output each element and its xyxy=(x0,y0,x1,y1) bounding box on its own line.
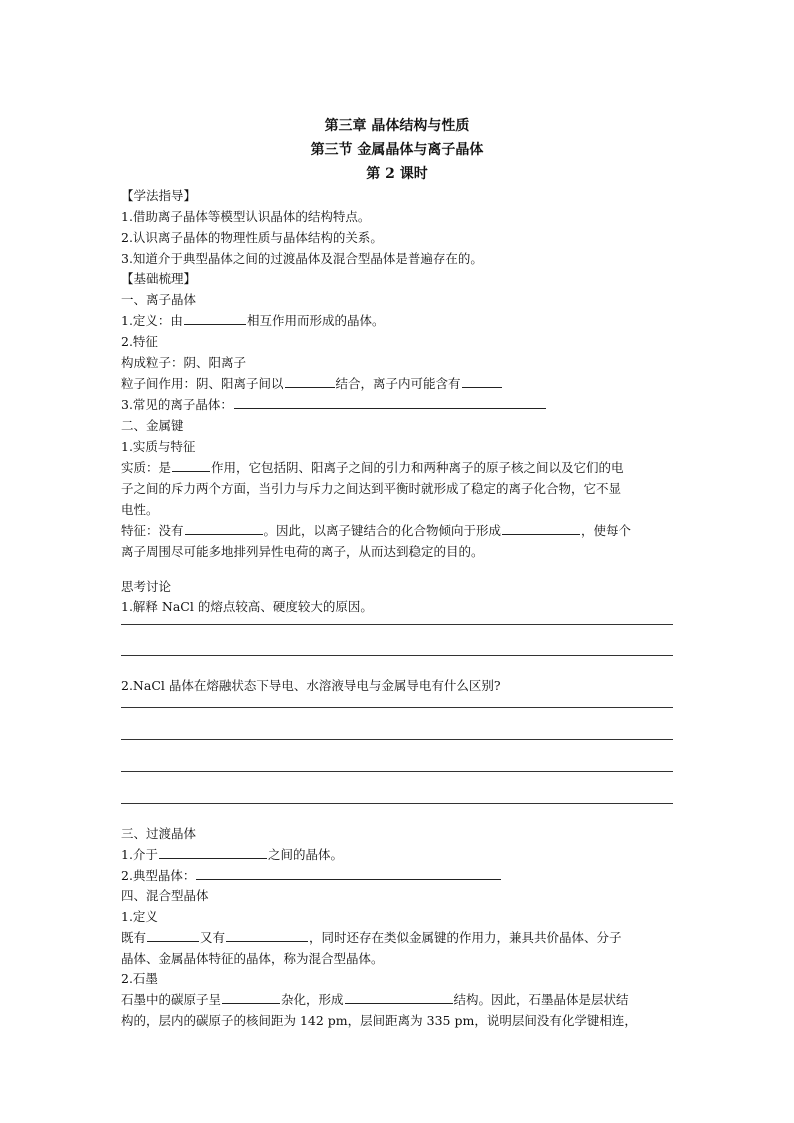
essence-line-2: 子之间的斥力两个方面，当引力与斥力之间达到平衡时就形成了稳定的离子化合物，它不显 xyxy=(121,481,622,496)
transition-item-1 xyxy=(121,846,343,864)
answer-line-q2-2[interactable] xyxy=(121,739,673,740)
feature-middle: 。因此，以离子键结合的化合物倾向于形成 xyxy=(263,523,502,538)
mixed-def-line-2: 晶体、金属晶体特征的晶体，称为混合型晶体。 xyxy=(121,951,384,966)
guide-header: 【学法指导】 xyxy=(121,188,197,203)
answer-line-q2-3[interactable] xyxy=(121,771,673,772)
graphite-b: 杂化，形成 xyxy=(281,992,344,1007)
mixed-def-heading: 1.定义 xyxy=(121,909,158,924)
guide-item-2: 2.认识离子晶体的物理性质与晶体结构的关系。 xyxy=(121,230,383,245)
mixed-def-b: 又有 xyxy=(200,930,226,945)
chapter-title: 第三章 晶体结构与性质 xyxy=(324,118,470,134)
graphite-c: 结构。因此，石墨晶体是层状结 xyxy=(453,992,629,1007)
lesson-title: 第 2 课时 xyxy=(366,166,428,182)
mixed-def-blank-1[interactable] xyxy=(147,929,199,942)
answer-line-q2-1[interactable] xyxy=(121,707,673,708)
graphite-line-1 xyxy=(121,991,629,1009)
mixed-def-c: ，同时还存在类似金属键的作用力，兼具共价晶体、分子 xyxy=(309,930,622,945)
ionic-definition-suffix: 相互作用而形成的晶体。 xyxy=(246,313,385,328)
graphite-heading: 2.石墨 xyxy=(121,971,158,986)
essence-heading: 1.实质与特征 xyxy=(121,439,196,454)
answer-line-q2-4[interactable] xyxy=(121,803,673,804)
mixed-def-line-1 xyxy=(121,929,622,947)
ionic-crystal-heading: 一、离子晶体 xyxy=(121,292,197,307)
mixed-heading: 四、混合型晶体 xyxy=(121,888,209,903)
features-heading: 2.特征 xyxy=(121,334,158,349)
common-ionic-line xyxy=(121,396,547,414)
essence-line-3: 电性。 xyxy=(121,502,159,517)
interaction-blank-2[interactable] xyxy=(462,375,502,388)
feature-prefix: 特征：没有 xyxy=(121,523,184,538)
graphite-blank-1[interactable] xyxy=(222,991,280,1004)
feature-line-1 xyxy=(121,522,631,540)
common-ionic-label: 3.常见的离子晶体： xyxy=(121,397,233,412)
ionic-definition-line xyxy=(121,312,384,330)
transition-blank-1[interactable] xyxy=(159,846,267,859)
graphite-a: 石墨中的碳原子呈 xyxy=(121,992,222,1007)
discussion-heading: 思考讨论 xyxy=(121,579,172,594)
discussion-q2: 2.NaCl 晶体在熔融状态下导电、水溶液导电与金属导电有什么区别? xyxy=(121,678,501,693)
ionic-definition-blank[interactable] xyxy=(184,312,246,325)
transition-item2-label: 2.典型晶体： xyxy=(121,868,196,883)
section-title: 第三节 金属晶体与离子晶体 xyxy=(310,142,484,158)
transition-item1-suffix: 之间的晶体。 xyxy=(267,847,343,862)
feature-blank-1[interactable] xyxy=(185,522,263,535)
feature-blank-2[interactable] xyxy=(502,522,580,535)
feature-line-2: 离子周围尽可能多地排列异性电荷的离子，从而达到稳定的目的。 xyxy=(121,544,484,559)
ionic-bond-heading: 二、金属键 xyxy=(121,418,184,433)
graphite-blank-2[interactable] xyxy=(345,991,453,1004)
mixed-def-a: 既有 xyxy=(121,930,147,945)
transition-heading: 三、过渡晶体 xyxy=(121,826,197,841)
essence-line1-rest: 作用，它包括阴、阳离子之间的引力和两种离子的原子核之间以及它们的电 xyxy=(211,460,624,475)
graphite-line-2: 构的，层内的碳原子的核间距为 142 pm，层间距离为 335 pm，说明层间没有化学键相连， xyxy=(121,1013,637,1028)
feature-suffix: ，使每个 xyxy=(581,523,632,538)
basics-header: 【基础梳理】 xyxy=(121,271,197,286)
answer-line-q1-1[interactable] xyxy=(121,624,673,625)
essence-line-1 xyxy=(121,459,624,477)
common-ionic-blank[interactable] xyxy=(234,396,546,409)
transition-blank-2[interactable] xyxy=(196,867,501,880)
mixed-def-blank-2[interactable] xyxy=(226,929,308,942)
transition-item-2 xyxy=(121,867,502,885)
particles-line: 构成粒子：阴、阳离子 xyxy=(121,355,247,370)
interaction-prefix: 粒子间作用：阴、阳离子间以 xyxy=(121,376,284,391)
essence-prefix: 实质：是 xyxy=(121,460,172,475)
interaction-blank-1[interactable] xyxy=(285,375,335,388)
essence-blank[interactable] xyxy=(172,459,210,472)
interaction-line xyxy=(121,375,503,393)
ionic-definition-prefix: 1.定义：由 xyxy=(121,313,183,328)
interaction-middle: 结合，离子内可能含有 xyxy=(335,376,461,391)
transition-item1-prefix: 1.介于 xyxy=(121,847,158,862)
guide-item-3: 3.知道介于典型晶体之间的过渡晶体及混合型晶体是普遍存在的。 xyxy=(121,251,483,266)
discussion-q1: 1.解释 NaCl 的熔点较高、硬度较大的原因。 xyxy=(121,599,373,614)
answer-line-q1-2[interactable] xyxy=(121,655,673,656)
guide-item-1: 1.借助离子晶体等模型认识晶体的结构特点。 xyxy=(121,209,371,224)
